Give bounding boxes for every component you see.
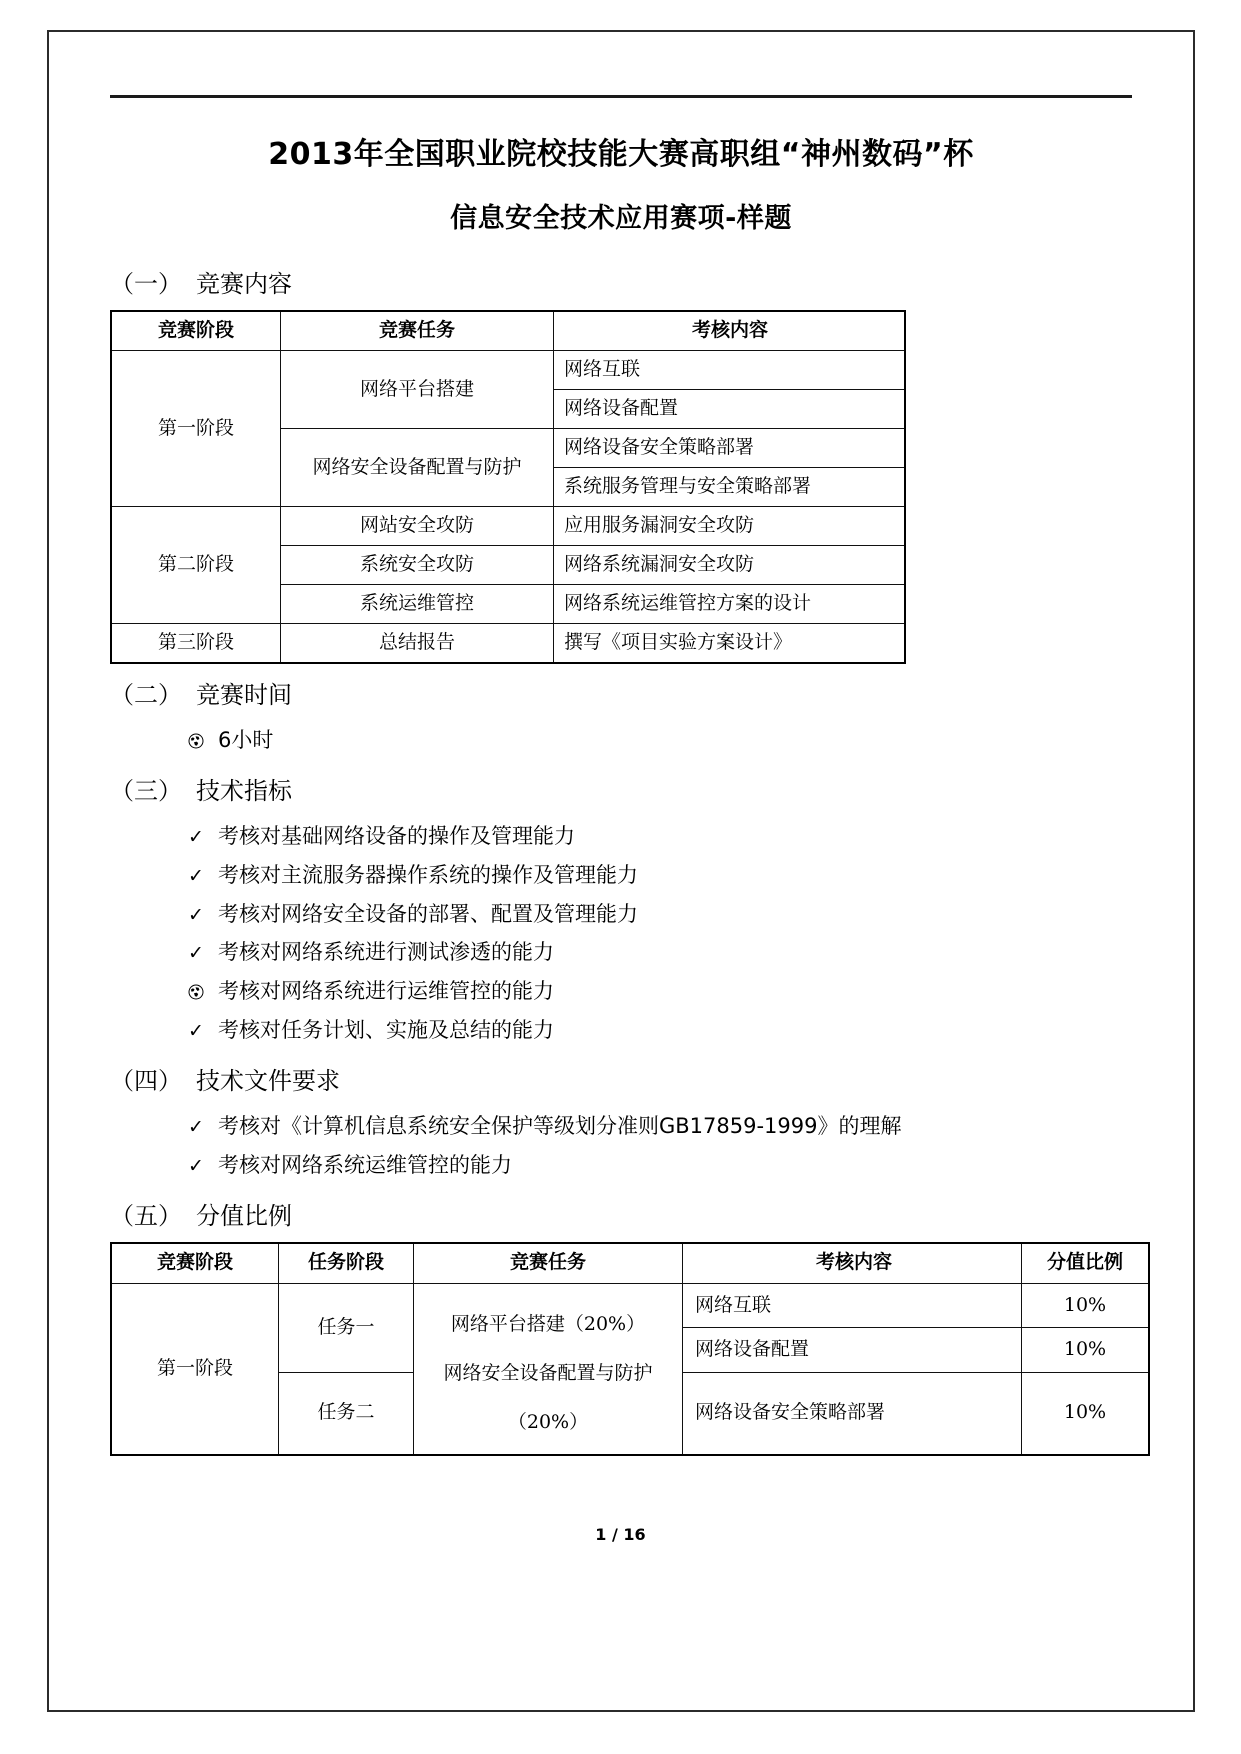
list-item-label: 考核对网络系统进行运维管控的能力	[218, 979, 554, 1004]
list-item-label: 考核对主流服务器操作系统的操作及管理能力	[218, 862, 638, 887]
list-item-label: 考核对网络安全设备的部署、配置及管理能力	[218, 901, 638, 926]
section-title-five: 分值比例	[196, 1201, 292, 1230]
cell-task	[414, 1283, 683, 1455]
section-title-one: 竞赛内容	[196, 270, 292, 299]
cell-content: 网络系统漏洞安全攻防	[554, 546, 906, 585]
list-item-label: 考核对基础网络设备的操作及管理能力	[218, 823, 575, 848]
cell-stage: 第一阶段	[111, 1283, 279, 1455]
score-ratio-table	[110, 1242, 1150, 1456]
cell-task-line1: 网络平台搭建（20%）	[450, 1312, 646, 1335]
cell-task: 网络平台搭建	[281, 351, 554, 429]
cell-content: 网络设备配置	[554, 390, 906, 429]
check-icon: ✓	[188, 825, 204, 848]
table-row	[111, 624, 905, 663]
globe-icon	[188, 984, 218, 1002]
list-item	[188, 1107, 1132, 1146]
cell-stage: 第三阶段	[111, 624, 281, 663]
section-heading-two	[110, 680, 1132, 711]
cell-content: 撰写《项目实验方案设计》	[554, 624, 906, 663]
cell-score: 10%	[1022, 1328, 1150, 1373]
cell-content: 系统服务管理与安全策略部署	[554, 468, 906, 507]
cell-task: 总结报告	[281, 624, 554, 663]
tech-docs-list	[110, 1107, 1132, 1185]
cell-score: 10%	[1022, 1372, 1150, 1455]
table-row	[111, 1283, 1149, 1328]
list-item-label: 考核对网络系统进行测试渗透的能力	[218, 940, 554, 965]
cell-task-line2: 网络安全设备配置与防护（20%）	[443, 1361, 653, 1434]
check-icon: ✓	[188, 864, 204, 887]
page-content	[110, 95, 1132, 1466]
cell-stage: 第一阶段	[111, 351, 281, 507]
table-row	[111, 507, 905, 546]
section-index-four: （四）	[110, 1067, 182, 1095]
section-index-five: （五）	[110, 1201, 182, 1230]
list-item	[188, 933, 1132, 972]
list-item-label: 6小时	[218, 727, 274, 752]
list-item	[188, 895, 1132, 934]
cell-phase: 任务二	[279, 1372, 414, 1455]
section-title-four: 技术文件要求	[196, 1067, 340, 1095]
check-icon: ✓	[188, 1020, 204, 1043]
cell-content: 网络互联	[683, 1283, 1022, 1328]
document-subtitle: 信息安全技术应用赛项-样题	[450, 202, 792, 234]
section-heading-three	[110, 776, 1132, 807]
cell-content: 网络设备安全策略部署	[554, 429, 906, 468]
list-item	[188, 1011, 1132, 1050]
document-title: 2013年全国职业院校技能大赛高职组“神州数码”杯	[268, 137, 974, 172]
list-item-label: 考核对网络系统运维管控的能力	[218, 1153, 512, 1178]
list-item	[188, 721, 1132, 760]
check-icon: ✓	[188, 942, 204, 965]
col-header-score: 分值比例	[1022, 1243, 1150, 1283]
section-index-one: （一）	[110, 270, 182, 299]
cell-task: 系统安全攻防	[281, 546, 554, 585]
list-item	[188, 817, 1132, 856]
cell-content: 网络系统运维管控方案的设计	[554, 585, 906, 624]
cell-phase: 任务一	[279, 1283, 414, 1372]
list-item	[188, 856, 1132, 895]
table-header-row	[111, 311, 905, 350]
section-heading-four	[110, 1066, 1132, 1097]
tech-indicators-list	[110, 817, 1132, 1050]
list-item	[188, 1146, 1132, 1185]
list-item	[188, 972, 1132, 1011]
col-header-task: 竞赛任务	[281, 311, 554, 350]
section-index-three: （三）	[110, 776, 182, 805]
globe-icon	[188, 733, 218, 751]
cell-task: 系统运维管控	[281, 585, 554, 624]
table-header-row	[111, 1243, 1149, 1283]
table-row	[111, 351, 905, 390]
section-title-two: 竞赛时间	[196, 680, 292, 709]
col-header-stage: 竞赛阶段	[111, 311, 281, 350]
check-icon: ✓	[188, 1116, 204, 1139]
section-heading-five	[110, 1201, 1132, 1232]
col-header-content: 考核内容	[554, 311, 906, 350]
cell-score: 10%	[1022, 1283, 1150, 1328]
section-title-three: 技术指标	[196, 776, 292, 805]
col-header-stage: 竞赛阶段	[111, 1243, 279, 1283]
cell-content: 网络互联	[554, 351, 906, 390]
competition-content-table	[110, 310, 906, 663]
cell-task: 网络安全设备配置与防护	[281, 429, 554, 507]
col-header-phase: 任务阶段	[279, 1243, 414, 1283]
cell-task: 网站安全攻防	[281, 507, 554, 546]
check-icon: ✓	[188, 1155, 204, 1178]
cell-content: 网络设备安全策略部署	[683, 1372, 1022, 1455]
cell-content: 网络设备配置	[683, 1328, 1022, 1373]
section-heading-one	[110, 269, 1132, 300]
page-number-footer: 1 / 16	[595, 1525, 646, 1544]
check-icon: ✓	[188, 903, 204, 926]
cell-stage: 第二阶段	[111, 507, 281, 624]
cell-content: 应用服务漏洞安全攻防	[554, 507, 906, 546]
col-header-task: 竞赛任务	[414, 1243, 683, 1283]
list-item-label: 考核对任务计划、实施及总结的能力	[218, 1018, 554, 1043]
list-item-label: 考核对《计算机信息系统安全保护等级划分准则GB17859-1999》的理解	[218, 1114, 902, 1139]
section-index-two: （二）	[110, 680, 182, 709]
competition-time-list	[110, 721, 1132, 760]
col-header-content: 考核内容	[683, 1243, 1022, 1283]
header-rule	[110, 95, 1132, 98]
